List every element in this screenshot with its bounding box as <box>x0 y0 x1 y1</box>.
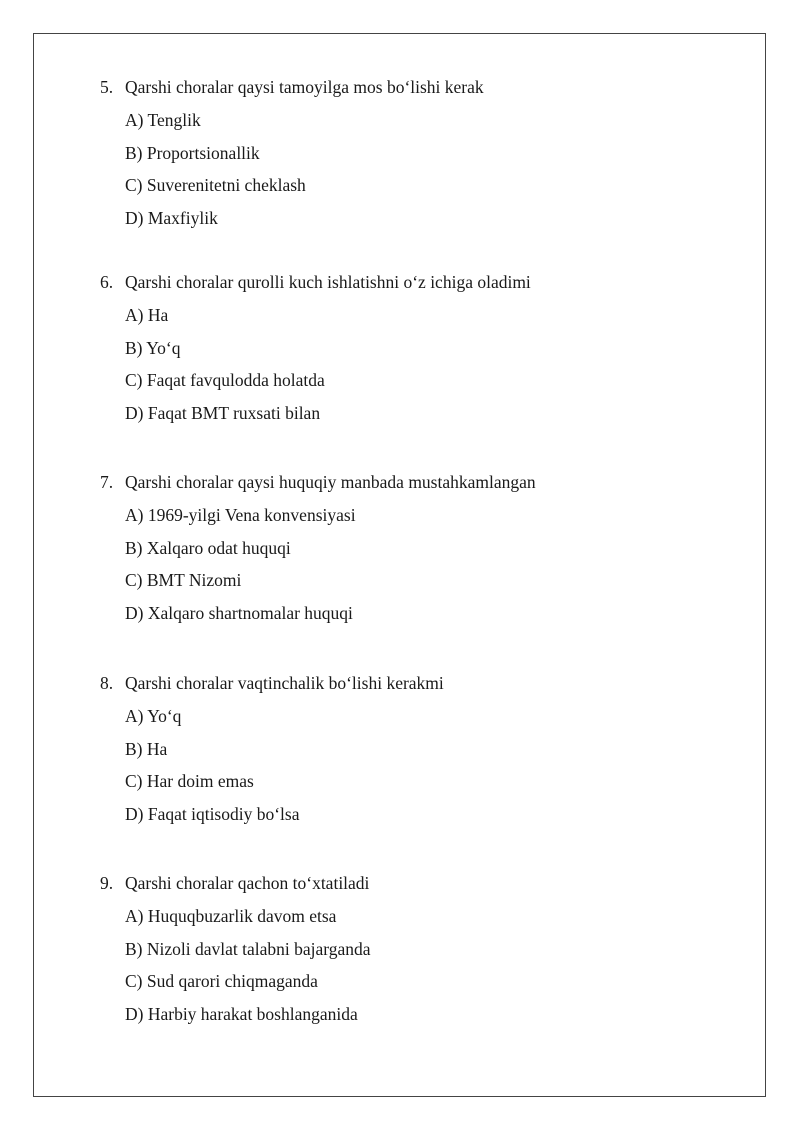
question-text: Qarshi choralar vaqtinchalik bo‘lishi kerakmi <box>125 673 444 693</box>
option-a: A) 1969-yilgi Vena konvensiyasi <box>125 505 356 525</box>
option-d: D) Harbiy harakat boshlanganida <box>125 1003 358 1024</box>
question-number: 5. <box>100 77 114 97</box>
question-text: Qarshi choralar qachon to‘xtatiladi <box>125 873 370 893</box>
question-number: 8. <box>100 673 114 693</box>
option-c: C) BMT Nizomi <box>125 570 242 590</box>
option-d: D) Xalqaro shartnomalar huquqi <box>125 602 353 623</box>
option-c: C) Faqat favqulodda holatda <box>125 370 325 390</box>
option-c: C) Sud qarori chiqmaganda <box>125 971 318 991</box>
option-b: B) Proportsionallik <box>125 142 260 163</box>
option-b: B) Yo‘q <box>125 337 181 358</box>
question-6 <box>0 266 800 429</box>
question-number: 7. <box>100 472 114 492</box>
question-9 <box>0 867 800 1030</box>
option-a: A) Yo‘q <box>125 706 182 726</box>
question-5 <box>0 71 800 234</box>
option-d: D) Faqat BMT ruxsati bilan <box>125 402 321 423</box>
option-d: D) Faqat iqtisodiy bo‘lsa <box>125 803 300 824</box>
option-a: A) Tenglik <box>125 110 201 130</box>
option-a: A) Ha <box>125 305 169 325</box>
question-8 <box>0 667 800 830</box>
option-b: B) Nizoli davlat talabni bajarganda <box>125 938 371 959</box>
option-b: B) Ha <box>125 738 168 759</box>
option-c: C) Har doim emas <box>125 771 254 791</box>
question-number: 6. <box>100 272 114 292</box>
question-7 <box>0 466 800 629</box>
option-d: D) Maxfiylik <box>125 207 218 228</box>
question-text: Qarshi choralar qaysi huquqiy manbada mustahkamlangan <box>125 472 536 492</box>
option-b: B) Xalqaro odat huquqi <box>125 537 291 558</box>
option-c: C) Suverenitetni cheklash <box>125 175 306 195</box>
option-a: A) Huquqbuzarlik davom etsa <box>125 906 337 926</box>
question-text: Qarshi choralar qurolli kuch ishlatishni o‘z ichiga oladimi <box>125 272 531 292</box>
question-number: 9. <box>100 873 114 893</box>
question-text: Qarshi choralar qaysi tamoyilga mos bo‘lishi kerak <box>125 77 484 97</box>
